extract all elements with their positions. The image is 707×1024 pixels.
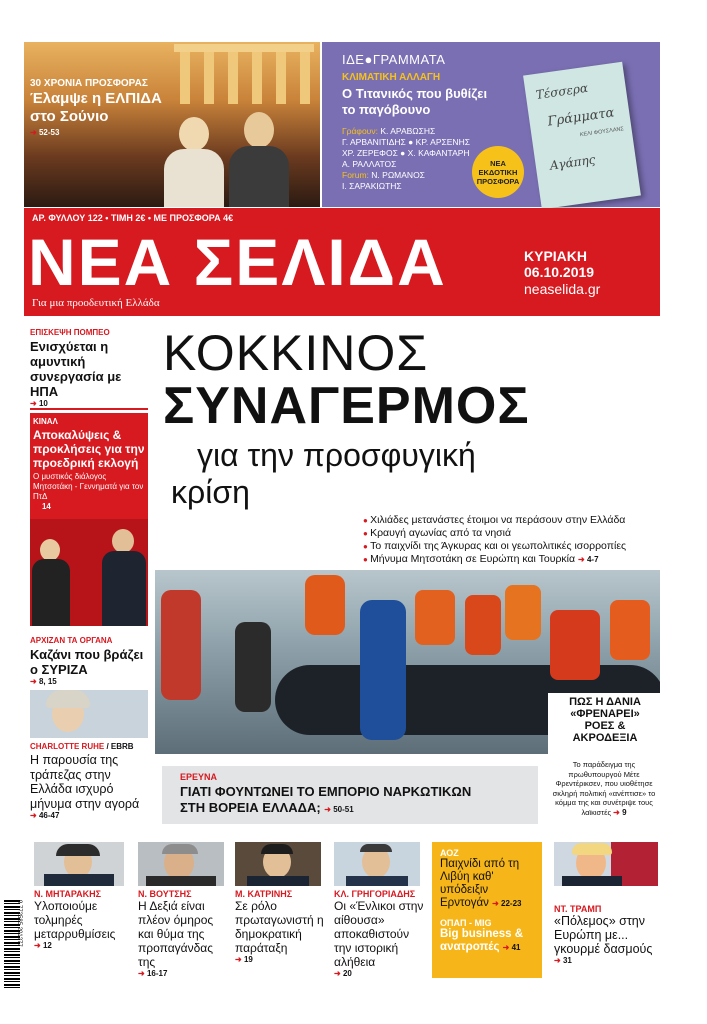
lead-bullet: ● Κραυγή αγωνίας από τα νησιά — [363, 527, 663, 540]
issue-day: ΚΥΡΙΑΚΗ — [524, 248, 588, 264]
research-box[interactable] — [162, 766, 538, 824]
lead-story[interactable] — [155, 322, 660, 754]
ruhe-org: / EBRB — [106, 742, 134, 751]
bottom-kicker: ΚΛ. ΓΡΗΓΟΡΙΑΔΗΣ — [334, 889, 416, 899]
trump-text: «Πόλεμος» στην Ευρώπη με... γκουρμέ δασμούς — [554, 914, 653, 956]
ruhe-kicker: CHARLOTTE RUHE — [30, 742, 105, 751]
bottom-text: Η Δεξιά είναι πλέον όμηρος και θύμα της προπαγάνδας της — [138, 899, 214, 969]
writers-line-2: Γ. ΑΡΒΑΝΙΤΙΔΗΣ ● ΚΡ. ΑΡΣΕΝΗΣ — [342, 137, 470, 147]
denmark-body: Το παράδειγμα της πρωθυπουργού Μέτε Φρεντέρικσεν, που υιοθέτησε σκληρή πολιτική «ανέπτισε» το κόμμα της και συνέτριψε τους λαϊκιστές ➜ 9 — [548, 760, 660, 817]
temple-illustration — [174, 44, 314, 104]
top-right-headline-1: Ο Τιτανικός που βυθίζει — [342, 86, 488, 101]
pompeo-kicker: ΕΠΙΣΚΕΨΗ ΠΟΜΠΕΟ — [30, 328, 110, 337]
lead-bullet: ● Το παιχνίδι της Άγκυρας και οι γεωπολιτικές ισορροπίες — [363, 540, 663, 553]
top-left-headline-2: στο Σούνιο — [30, 108, 109, 125]
trump-photo — [554, 842, 658, 886]
denmark-title-1: ΠΩΣ Η ΔΑΝΙΑ — [569, 696, 641, 708]
bottom-story-4[interactable] — [334, 842, 426, 978]
bottom-pages: ➜ 20 — [334, 969, 426, 978]
aoz-text: Παιχνίδι από τη Λιβύη καθ' υπόδειξιν Ερντογάν — [440, 858, 520, 909]
bottom-text: Οι «Ένλικοι στην αίθουσα» αποκαθιστούν την ιστορική αλήθεια — [334, 899, 424, 969]
research-title-1: ΓΙΑΤΙ ΦΟΥΝΤΩΝΕΙ ΤΟ ΕΜΠΟΡΙΟ ΝΑΡΚΩΤΙΚΩΝ — [180, 784, 472, 799]
pompeo-pages: ➜ 10 — [30, 399, 152, 408]
promo-photo-woman-right — [229, 112, 289, 207]
aoz-pages: ➜ 22-23 — [492, 899, 521, 908]
lead-bullet: ● Χιλιάδες μετανάστες έτοιμοι να περάσουν στην Ελλάδα — [363, 514, 663, 527]
sidebar-pompeo[interactable] — [30, 328, 152, 408]
lead-line-3: για την προσφυγική — [197, 437, 476, 473]
sidebar-kinal[interactable] — [30, 413, 148, 626]
top-right-headline-2: το παγόβουνο — [342, 102, 431, 117]
top-left-pages: ➜ 52-53 — [30, 128, 59, 137]
newspaper-title: ΝΕΑ ΣΕΛΙΔΑ — [28, 225, 447, 299]
sidebar-ruhe[interactable] — [30, 742, 152, 820]
divider — [30, 408, 148, 410]
sidebar-syriza[interactable] — [30, 636, 152, 686]
research-title-2: ΣΤΗ ΒΟΡΕΙΑ ΕΛΛΑΔΑ; ➜ 50-51 — [180, 800, 354, 815]
aoz-kicker: ΑΟΖ — [440, 848, 459, 858]
offer-line-1: ΝΕΑ — [490, 159, 506, 168]
denmark-pages: ➜ 9 — [613, 808, 626, 817]
issue-line: ΑΡ. ΦΥΛΛΟΥ 122 • ΤΙΜΗ 2€ • ΜΕ ΠΡΟΣΦΟΡΑ 4€ — [32, 213, 234, 223]
writers-label: Γράφουν: — [342, 126, 378, 136]
kinal-photo — [30, 519, 148, 626]
bottom-text: Υλοποιούμε τολμηρές μεταρρυθμίσεις — [34, 899, 116, 941]
voutsis-photo — [138, 842, 224, 886]
book-title-2: Γράμματα — [546, 105, 616, 130]
bottom-kicker: Ν. ΜΗΤΑΡΑΚΗΣ — [34, 889, 102, 899]
offer-line-3: ΠΡΟΣΦΟΡΑ — [476, 177, 520, 186]
opap-kicker: ΟΠΑΠ - MIG — [440, 918, 492, 928]
trump-kicker: ΝΤ. ΤΡΑΜΠ — [554, 904, 602, 914]
promo-photo-woman-left — [164, 117, 224, 207]
bottom-text: Σε ρόλο πρωταγωνιστή η δημοκρατική παράταξη — [235, 899, 324, 955]
top-left-kicker: 30 ΧΡΟΝΙΑ ΠΡΟΣΦΟΡΑΣ — [30, 78, 148, 89]
website[interactable]: neaselida.gr — [524, 281, 601, 297]
bottom-story-2[interactable] — [138, 842, 230, 978]
writers-line-3: ΧΡ. ΖΕΡΕΦΟΣ ● Χ. ΚΑΦΑΝΤΑΡΗ — [342, 148, 470, 158]
kinal-title: Αποκαλύψεις & προκλήσεις για την προεδρική εκλογή — [33, 428, 145, 470]
writers-list — [342, 126, 470, 192]
opap-pages: ➜ 41 — [503, 943, 521, 952]
kinal-pages: ➜ 14 — [33, 502, 148, 511]
kinal-sub: Ο μυστικός διάλογος Μητσοτάκη - Γεννηματά για τον ΠτΔ — [33, 472, 144, 501]
offer-line-2: ΕΚΔΟΤΙΚΗ — [478, 168, 518, 177]
offer-badge — [472, 146, 524, 198]
denmark-title-2: «ΦΡΕΝΑΡΕΙ» — [570, 708, 640, 720]
top-left-headline-1: Έλαμψε η ΕΛΠΙΔΑ — [30, 90, 162, 107]
denmark-title-4: ΑΚΡΟΔΕΞΙΑ — [572, 732, 638, 744]
issue-date: 06.10.2019 — [524, 264, 595, 280]
top-left-promo[interactable] — [24, 42, 320, 207]
syriza-title: Καζάνι που βράζει ο ΣΥΡΙΖΑ — [30, 647, 144, 677]
masthead — [24, 208, 660, 316]
forum-line-1: Ν. ΡΩΜΑΝΟΣ — [371, 170, 425, 180]
denmark-title[interactable] — [550, 696, 660, 744]
bottom-kicker: Μ. ΚΑΤΡΙΝΗΣ — [235, 889, 293, 899]
research-pages: ➜ 50-51 — [324, 805, 353, 814]
forum-label: Forum: — [342, 170, 369, 180]
tagline: Για μια προοδευτική Ελλάδα — [32, 297, 160, 309]
top-right-kicker: ΚΛΙΜΑΤΙΚΗ ΑΛΛΑΓΗ — [342, 72, 441, 83]
pompeo-title: Ενισχύεται η αμυντική συνεργασία με ΗΠΑ — [30, 339, 122, 399]
top-right-promo[interactable] — [322, 42, 660, 207]
book-author: ΚΕΛΙ ΦΟΥΣΛΑΝΣ — [579, 126, 625, 139]
kinal-kicker: ΚΙΝΑΛ — [33, 417, 58, 426]
barcode-number: 9 772585 201277 — [16, 900, 22, 947]
book-title-3: Αγάπης — [548, 152, 597, 173]
lead-line-1: ΚΟΚΚΙΝΟΣ — [163, 325, 429, 381]
mitarakis-photo — [34, 842, 124, 886]
book-cover — [523, 62, 641, 210]
grigoriadis-photo — [334, 842, 420, 886]
syriza-kicker: ΑΡΧΙΖΑΝ ΤΑ ΟΡΓΑΝΑ — [30, 636, 113, 645]
syriza-pages: ➜ 8, 15 — [30, 677, 152, 686]
bottom-story-3[interactable] — [235, 842, 327, 964]
opap-text: Big business & ανατροπές — [440, 928, 524, 953]
bottom-pages: ➜ 12 — [34, 941, 130, 950]
bottom-pages: ➜ 19 — [235, 955, 327, 964]
ruhe-title: Η παρουσία της τράπεζας στην Ελλάδα ισχυρό μήνυμα στην αγορά — [30, 753, 140, 811]
bottom-story-1[interactable] — [34, 842, 130, 950]
trump-story[interactable] — [554, 842, 660, 965]
denmark-title-3: ΡΟΕΣ & — [584, 720, 626, 732]
katrinis-photo — [235, 842, 321, 886]
ideogrammata-brand: ΙΔΕ●ΓΡΑΜΜΑΤΑ — [342, 52, 446, 67]
lead-bullets — [363, 514, 663, 566]
bottom-pages: ➜ 16-17 — [138, 969, 230, 978]
research-kicker: ΕΡΕΥΝΑ — [180, 772, 218, 782]
writers-line-1: Κ. ΑΡΑΒΩΣΗΣ — [380, 126, 436, 136]
lead-pages: ➜ 4-7 — [578, 555, 599, 564]
lead-line-4: κρίση — [171, 474, 250, 510]
lead-line-2: ΣΥΝΑΓΕΡΜΟΣ — [163, 377, 530, 435]
writers-line-4: Α. ΡΑΛΛΑΤΟΣ — [342, 159, 397, 169]
book-title-1: Τέσσερα — [534, 80, 589, 102]
bottom-kicker: Ν. ΒΟΥΤΣΗΣ — [138, 889, 192, 899]
ruhe-pages: ➜ 46-47 — [30, 811, 152, 820]
ruhe-photo — [30, 690, 148, 738]
trump-pages: ➜ 31 — [554, 956, 660, 965]
yellow-box[interactable] — [432, 842, 542, 978]
forum-line-2: Ι. ΣΑΡΑΚΙΩΤΗΣ — [342, 181, 402, 191]
lead-bullet: ● Μήνυμα Μητσοτάκη σε Ευρώπη και Τουρκία ➜ 4-7 — [363, 553, 663, 566]
